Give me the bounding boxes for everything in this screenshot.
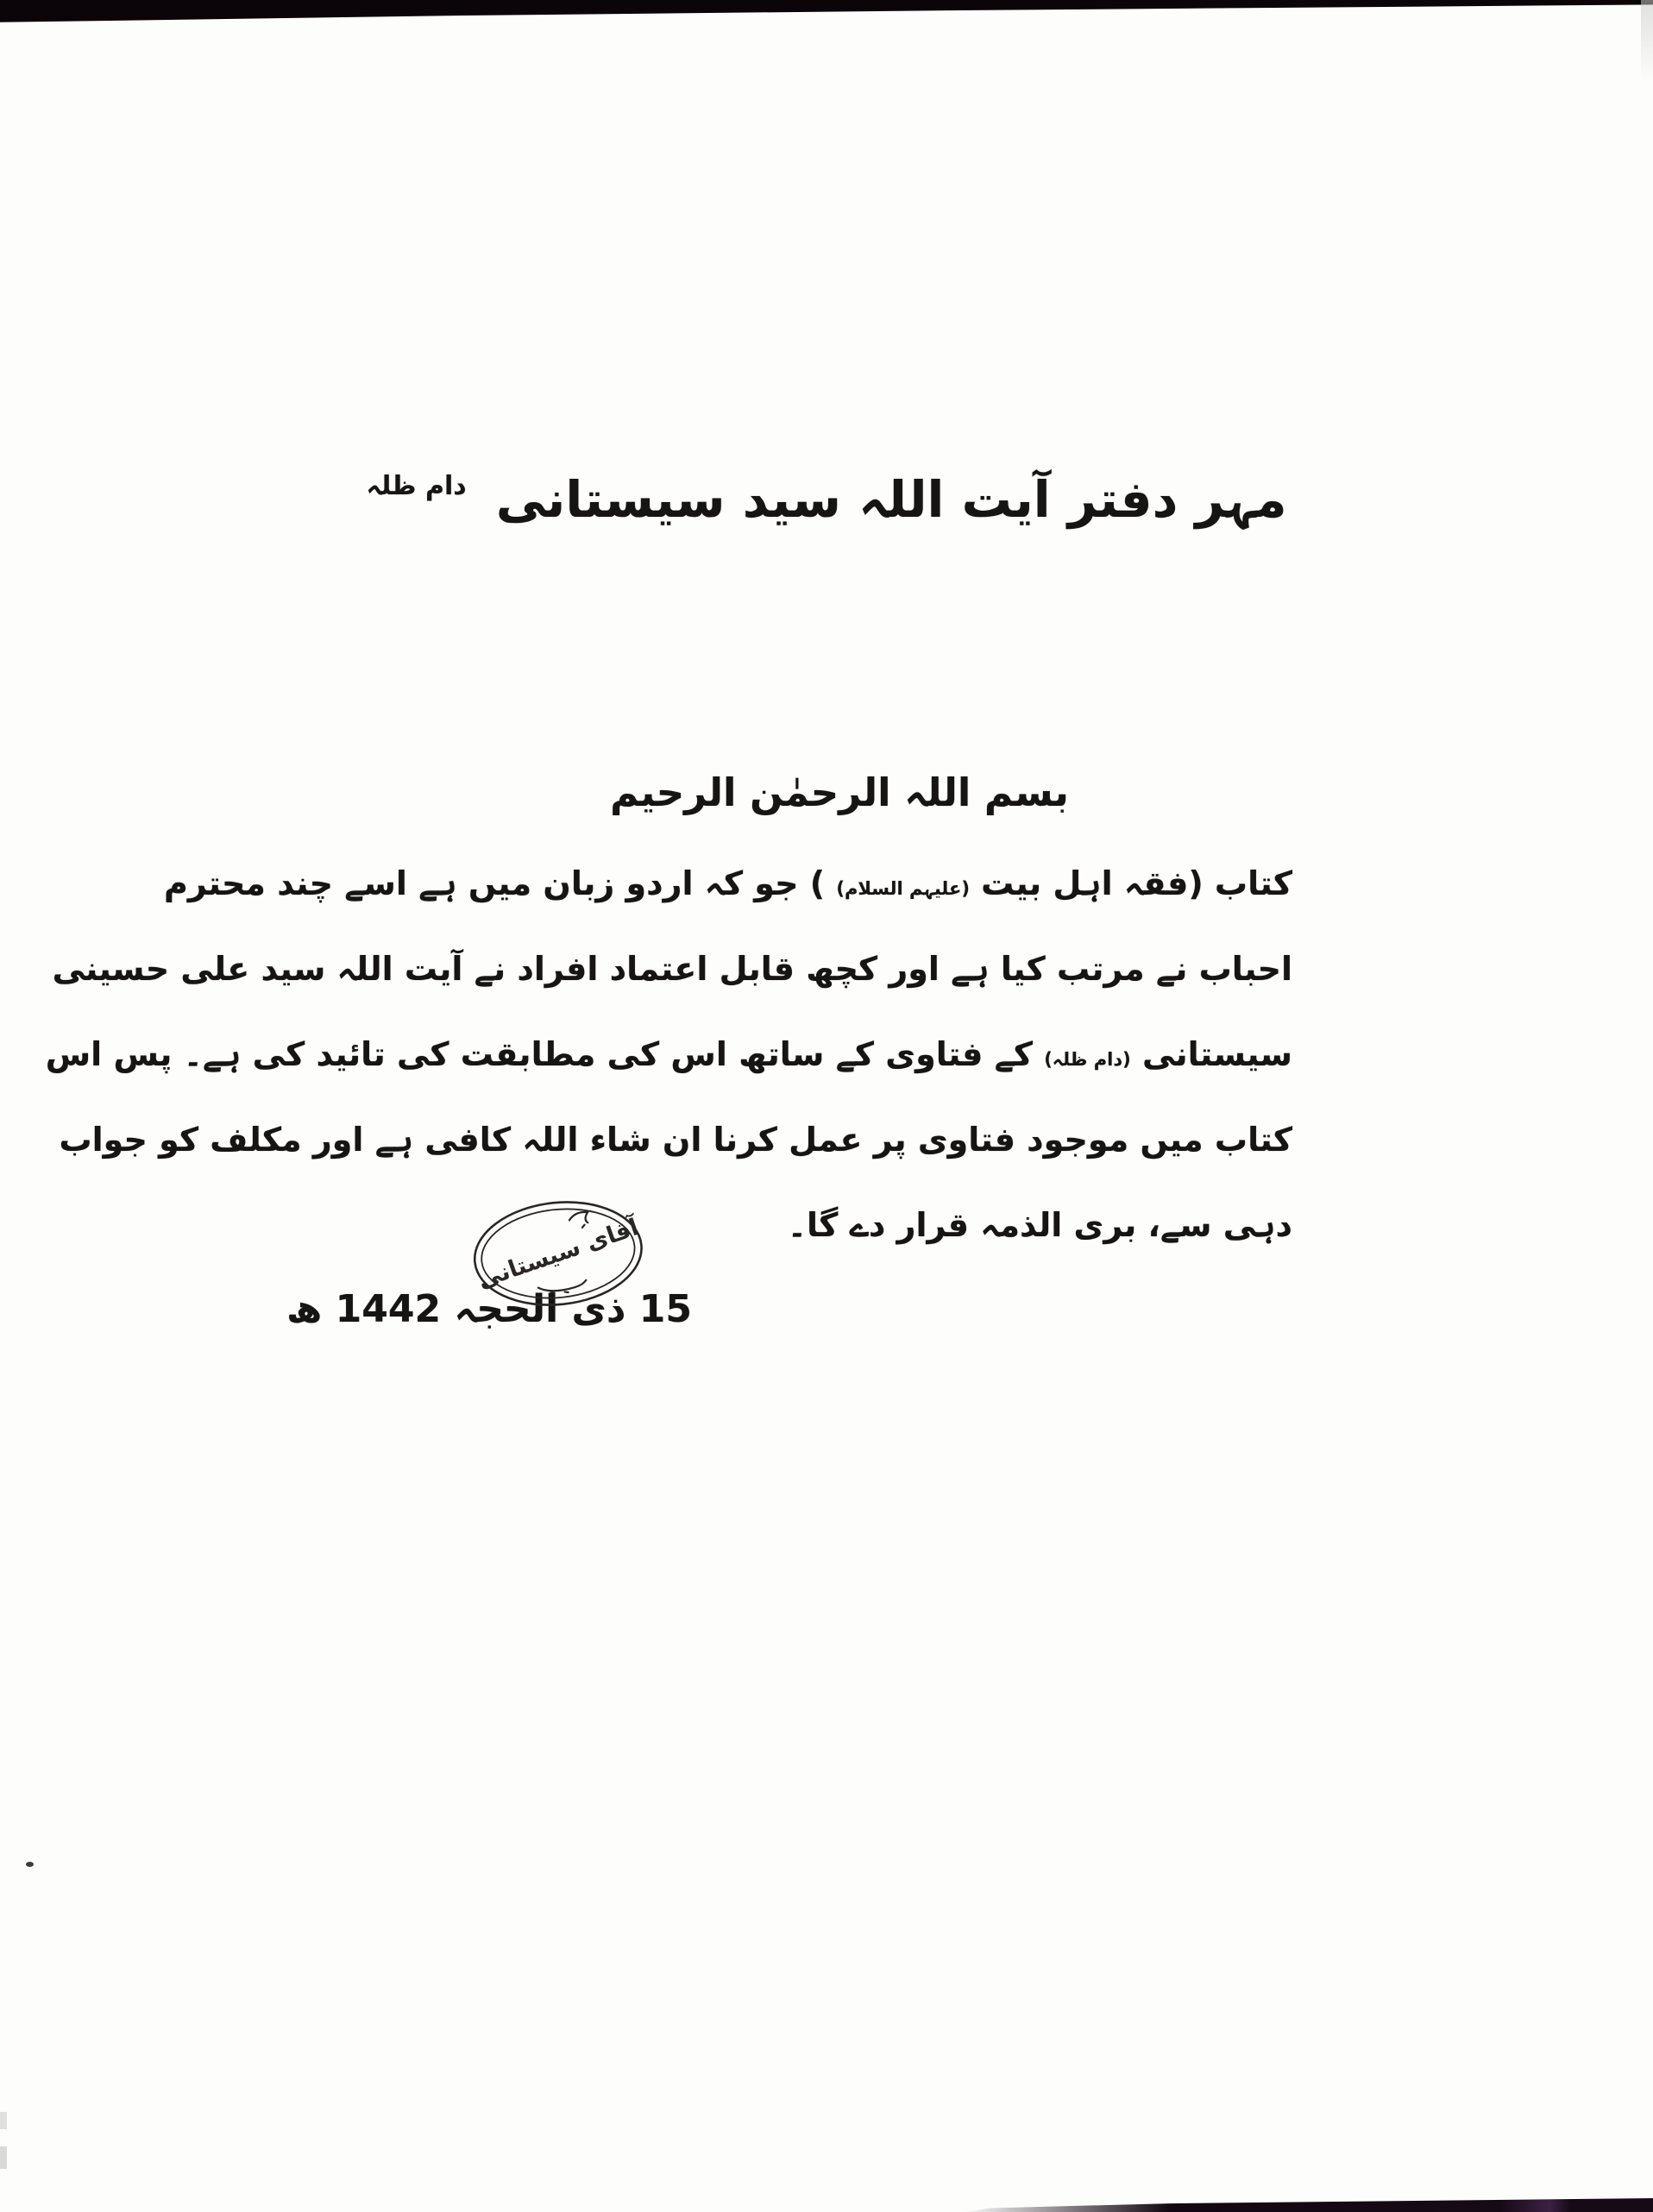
document-title-honorific: دام ظلہ [366, 471, 467, 501]
seal-text: آقای سیستانی [474, 1214, 643, 1294]
body-line: دہی سے، بری الذمہ قرار دے گا۔ [787, 1206, 1292, 1244]
document-title [0, 470, 1653, 529]
scan-artifact-bottom-band [963, 2198, 1653, 2212]
body-line1-honorific-small: (علیہم السلام) [836, 878, 970, 899]
body-line3-rest: کے فتاوی کے ساتھ اس کی مطابقت کی تائید کی ہے۔ پس اس [45, 1035, 1033, 1073]
body-line [164, 841, 1292, 927]
office-seal-stamp [466, 1191, 651, 1318]
seal-flourish-bottom [538, 1280, 588, 1296]
scan-artifact-right-streak [1641, 0, 1653, 82]
body-line: احباب نے مرتب کیا ہے اور کچھ قابل اعتماد افراد نے آیت اللہ سید علی حسینی [52, 950, 1292, 988]
book-title-text: فقہ اہل بیت [981, 864, 1189, 902]
body-line1-prefix: کتاب ( [1188, 864, 1292, 902]
body-line: کتاب میں موجود فتاوی پر عمل کرنا ان شاء اللہ کافی ہے اور مکلف کو جواب [59, 1121, 1292, 1159]
body-line [45, 1012, 1292, 1097]
seal-flourish-top [569, 1211, 589, 1229]
body-line1-rest: ) جو کہ اردو زبان میں ہے اسے چند محترم [164, 864, 826, 902]
bismillah-line: بسم اللہ الرحمٰن الرحیم [610, 770, 1069, 815]
scan-artifact-left-mark [0, 2112, 7, 2129]
document-title-main: مہر دفتر آیت اللہ سید سیستانی [495, 470, 1287, 529]
hijri-date: 15 ذی الحجہ 1442 ھ [286, 1287, 692, 1331]
body-line3-honorific-small: (دام ظلہ) [1044, 1049, 1131, 1070]
scan-artifact-top-band [0, 0, 1653, 26]
scan-artifact-left-mark [0, 2146, 7, 2169]
body-line3-prefix: سیستانی [1141, 1035, 1292, 1073]
scan-artifact-dot [26, 1862, 34, 1867]
